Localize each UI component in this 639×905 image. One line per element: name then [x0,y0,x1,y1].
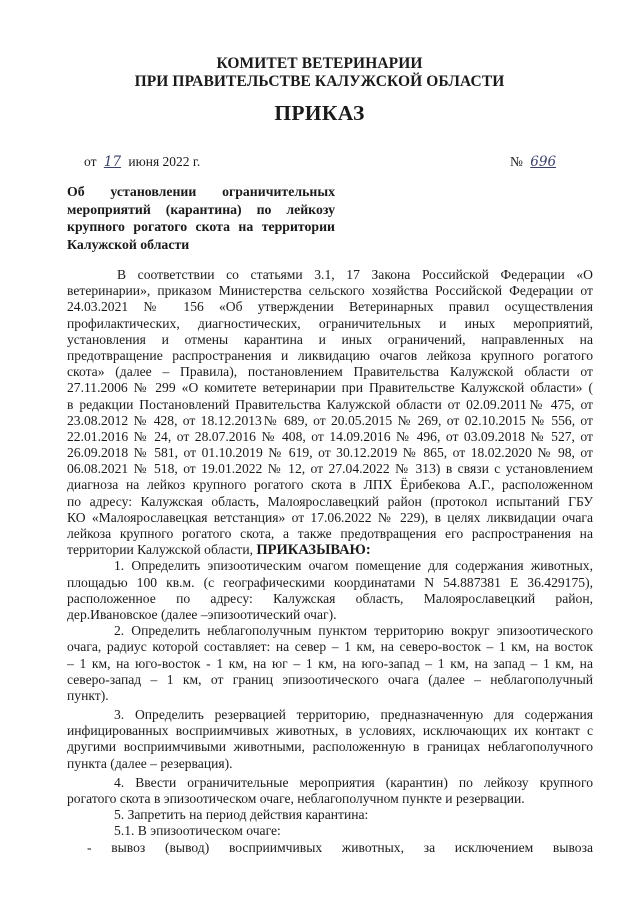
item-line: пункта (далее – резервация). [67,755,233,771]
preamble-line: по адресу: Калужская область, Малоярославецкий район (протокол испытаний ГБУ [67,493,593,509]
item-line: расположенное по адресу: Калужская область, Малоярославецкий район, [67,590,593,606]
preamble-line: территории Калужской области, [67,542,257,558]
date-month-year: июня 2022 г. [128,154,201,169]
item-line: инфицированных восприимчивых животных, в условиях, исключающих их контакт с [67,723,593,739]
subject-line: крупного рогатого скота на территории [67,219,335,234]
item-line: – 1 км, на юго-восток - 1 км, на юг – 1 км, на юго-запад – 1 км, на запад – 1 км, на [67,655,593,671]
preamble-line: в редакции Постановлений Правительства Калужской области от 02.09.2011№ 475, от [67,396,593,412]
preamble-line: 06.08.2021 № 518, от 19.01.2022 № 12, от 27.04.2022 № 313) в связи с установлением [67,461,593,477]
preamble-line: скота» (далее – Правила), постановлением Правительства Калужской области от [67,364,593,380]
item-line: северо-запад – 1 км, от границ эпизоотического очага (далее – неблагополучный [67,671,593,687]
item-line: рогатого скота в эпизоотическом очаге, неблагополучном пункте и резервации. [67,791,525,806]
date-day-handwritten: 17 [103,154,122,170]
preamble-line: лейкоза крупного рогатого скота, а также предотвращения его распространения на [67,526,593,541]
order-body [67,267,593,856]
order-number [510,154,560,170]
organization-name-line1: КОМИТЕТ ВЕТЕРИНАРИИ [216,55,423,72]
organization-name-line2: ПРИ ПРАВИТЕЛЬСТВЕ КАЛУЖСКОЙ ОБЛАСТИ [134,73,505,90]
number-value-handwritten: 696 [530,154,557,170]
document-type-title: ПРИКАЗ [274,101,365,125]
subject-line: Калужской области [67,236,190,252]
preamble-line: В соответствии со статьями 3.1, 17 Закона Российской Федерации «О [117,267,593,282]
number-label: № [510,154,523,169]
preamble-line: диагноза на лейкоз крупного рогатого скота в ЛПХ Ёрибекова А.Г., расположенном [67,477,593,493]
item-line: другими восприимчивыми животными, расположенную в границах неблагополучного [67,739,593,755]
order-date [84,154,200,170]
item-line: 4. Ввести ограничительные мероприятия (карантин) по лейкозу крупного [114,774,593,790]
item-line: дер.Ивановское (далее –эпизоотический очаг). [67,606,337,622]
preamble-line: 26.09.2018 № 581, от 01.10.2019 № 619, от 30.12.2019 № 865, от 18.02.2020 № 98, от [67,445,593,461]
preamble-line: 24.03.2021 № 156 «Об утверждении Ветеринарных правил осуществления [67,299,593,315]
item-line: 3. Определить резервацией территорию, предназначенную для содержания [114,707,593,723]
preamble-line: 27.11.2006 № 299 «О комитете ветеринарии при Правительстве Калужской области» ( [67,380,593,396]
item-line: 2. Определить неблагополучным пунктом территорию вокруг эпизоотического [114,623,593,639]
item-line: 5.1. В эпизоотическом очаге: [114,823,281,839]
subject-line: мероприятий (карантина) по лейкозу [67,201,335,217]
preamble-line: 22.01.2016 № 24, от 28.07.2016 № 408, от 14.09.2016 № 496, от 03.09.2018 № 527, от [67,428,593,444]
preamble-line: установления и отмены карантина и иных ограничений, направленных на [67,331,593,347]
item-line: площадью 100 кв.м. (с географическими координатами N 54.887381 E 36.429175), [67,574,593,590]
order-subject [67,183,335,253]
date-prefix: от [84,154,97,169]
subject-line: Об установлении ограничительных [67,184,335,199]
preamble-line: ветеринарии», приказом Министерства сельского хозяйства Российской Федерации от [67,283,593,299]
preamble-line: профилактических, диагностических, ограничительных и иных мероприятий, [67,315,593,331]
preamble-line: КО «Малоярославецкая ветстанция» от 17.06.2022 № 229), в целях ликвидации очага [67,509,593,525]
item-line: пункт). [67,687,109,703]
item-line: очага, радиус которой составляет: на север – 1 км, на северо-восток – 1 км, на восток [67,639,593,655]
preamble-line: предотвращение распространения и ликвидацию очагов лейкоза крупного рогатого [67,347,593,363]
item-line: 1. Определить эпизоотическим очагом помещение для содержания животных, [114,558,593,574]
order-word: ПРИКАЗЫВАЮ: [256,542,371,559]
item-line: 5. Запретить на период действия карантина: [114,807,369,823]
item-line: - вывоз (вывод) восприимчивых животных, за исключением вывоза [87,839,593,855]
preamble-line: 23.08.2012 № 428, от 18.12.2013№ 689, от 20.05.2015 № 269, от 02.10.2015 № 556, от [67,412,593,428]
preamble-last-line [67,542,593,558]
